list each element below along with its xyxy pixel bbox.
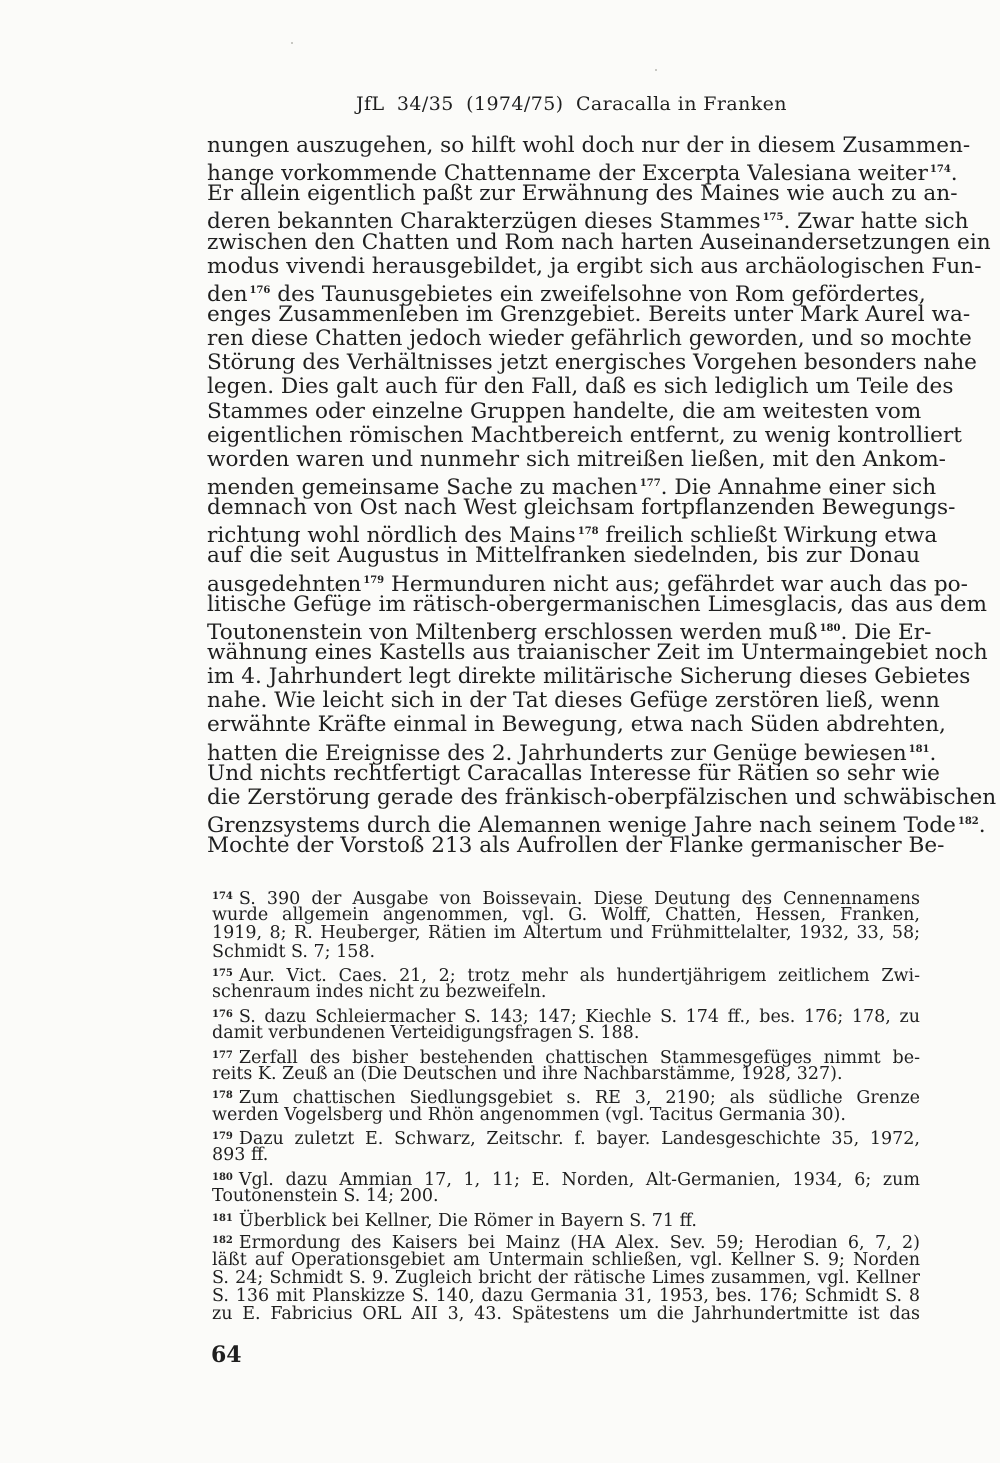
text-line [207, 712, 946, 738]
text-line-content: Und nichts rechtfertigt Caracallas Interesse für Rätien so sehr wie [207, 760, 940, 786]
text-line-content: Grenzsystems durch die Alemannen wenige Jahre nach seinem Tode [207, 812, 956, 838]
footnote [212, 965, 920, 1001]
text-line [207, 664, 971, 690]
text-line-content: den [207, 281, 248, 307]
text-line-content: ren diese Chatten jedoch wieder gefährlich geworden, und so mochte [207, 326, 972, 352]
footnote-line [212, 1210, 920, 1231]
footnote-text: werden Vogelsberg und Rhön angenommen (vgl. Tacitus Germania 30). [212, 1104, 846, 1125]
text-line [207, 617, 932, 645]
footnote-line [212, 1065, 920, 1083]
text-line [207, 400, 920, 424]
text-line-content: richtung wohl nördlich des Mains [207, 523, 576, 549]
text-line-content: die Zerstörung gerade des fränkisch-oberpfälzischen und schwäbischen [207, 784, 997, 810]
footnote [212, 1087, 920, 1123]
footnote-number: 180 [212, 1171, 233, 1183]
footnote-line [212, 924, 920, 942]
text-line [207, 181, 958, 207]
page-number: 64 [211, 1342, 242, 1368]
text-line [207, 158, 958, 187]
text-line [207, 544, 920, 568]
footnote-line [212, 1047, 920, 1068]
text-line-content: Mochte der Vorstoß 213 als Aufrollen der Flanke germanischer Be- [207, 833, 945, 859]
footnote-line [212, 1269, 920, 1287]
footnote [212, 1006, 920, 1042]
footnote-line [212, 1232, 920, 1254]
footnote-text: zu E. Fabricius ORL AII 3, 43. Spätestens um die Jahrhundertmitte ist das [212, 1304, 920, 1325]
text-line-content: enges Zusammenleben im Grenzgebiet. Bereits unter Mark Aurel wa- [207, 301, 971, 327]
text-line-content: worden waren und nunmehr sich mitreißen ließen, mit den Ankom- [207, 446, 946, 472]
footnote-text: Dazu zuletzt E. Schwarz, Zeitschr. f. bayer. Landesgeschichte 35, 1972, [238, 1129, 920, 1150]
footnote-text: Schmidt S. 7; 158. [212, 941, 376, 962]
footnote [212, 1169, 920, 1205]
footnote-text: S. 24; Schmidt S. 9. Zugleich bricht der rätische Limes zusammen, vgl. Kellner [212, 1267, 920, 1288]
footnote-number: 175 [212, 968, 233, 980]
footnote-text: Toutonenstein S. 14; 200. [212, 1186, 439, 1207]
text-line-continuation: . Zwar hatte sich [783, 209, 969, 235]
footnote-number: 174 [212, 891, 233, 902]
running-header [356, 93, 787, 115]
text-line-content: nahe. Wie leicht sich in der Tat dieses Gefüge zerstören ließ, wenn [207, 688, 940, 714]
text-line-content: zwischen den Chatten und Rom nach harten Auseinandersetzungen ein [207, 229, 991, 255]
text-line-continuation: . [978, 812, 986, 838]
scan-speck [655, 69, 657, 71]
text-line-content: hange vorkommende Chattenname der Excerpta Valesiana weiter [207, 161, 928, 187]
footnote-text: wurde allgemein angenommen, vgl. G. Wolff, Chatten, Hessen, Franken, [212, 905, 920, 926]
footnote-line [212, 906, 920, 924]
footnote-text: S. 390 der Ausgabe von Boissevain. Diese Deutung des Cennennamens [238, 889, 920, 909]
footnote [212, 1232, 920, 1323]
text-line-continuation: freilich schließt Wirkung etwa [598, 523, 938, 549]
footnote-line [212, 1087, 920, 1109]
footnote-text: damit verbundenen Verteidigungsfragen S. 188. [212, 1023, 640, 1044]
journal-abbrev: JfL [356, 93, 385, 115]
text-line [207, 229, 991, 255]
footnote [212, 1047, 920, 1083]
text-line [207, 495, 956, 521]
footnote [212, 1128, 920, 1164]
footnote-line [212, 1251, 920, 1269]
main-text [207, 133, 997, 859]
footnote-ref: 174 [929, 164, 951, 176]
text-line-content: hatten die Ereignisse des 2. Jahrhunderts zur Genüge bewiesen [207, 740, 907, 766]
text-line [207, 738, 937, 766]
footnote-line [212, 1287, 920, 1305]
text-line [207, 784, 997, 810]
text-line [207, 639, 988, 665]
footnote-number: 177 [212, 1049, 233, 1061]
footnote-line [212, 1006, 920, 1027]
footnote-text: Vgl. dazu Ammian 17, 1, 11; E. Norden, Alt-Germanien, 1934, 6; zum [238, 1169, 920, 1190]
footnote-line [212, 1169, 920, 1190]
text-line [207, 279, 926, 307]
footnote-ref: 178 [577, 526, 599, 538]
text-line [207, 253, 982, 279]
footnote-text: Zerfall des bisher bestehenden chattischen Stammesgefüges nimmt be- [238, 1047, 920, 1068]
text-line-content: legen. Dies galt auch für den Fall, daß es sich lediglich um Teile des [207, 374, 954, 400]
footnote-ref: 176 [249, 284, 271, 296]
footnote-number: 179 [212, 1131, 233, 1143]
text-line [207, 446, 946, 472]
text-line-continuation: . Die Annahme einer sich [660, 474, 937, 500]
text-line [207, 133, 971, 158]
text-line-content: ausgedehnten [207, 571, 362, 597]
footnote-number: 181 [212, 1212, 233, 1224]
footnote-ref: 179 [363, 574, 385, 586]
text-line [207, 810, 986, 838]
text-line-content: demnach von Ost nach West gleichsam fortpflanzenden Bewegungs- [207, 495, 956, 521]
footnote-text: S. 136 mit Planskizze S. 140, dazu Germania 31, 1953, bes. 176; Schmidt S. 8 [212, 1285, 920, 1306]
footnote-ref: 181 [908, 743, 930, 755]
text-line-content: Stammes oder einzelne Gruppen handelte, die am weitesten vom [207, 398, 922, 424]
footnote-text: reits K. Zeuß an (Die Deutschen und ihre Nachbarstämme, 1928, 327). [212, 1063, 843, 1084]
footnote-line [212, 1128, 920, 1150]
footnote-text: läßt auf Operationsgebiet am Untermain schließen, vgl. Kellner S. 9; Norden [212, 1249, 920, 1270]
text-line-content: modus vivendi herausgebildet, ja ergibt sich aus archäologischen Fun- [207, 253, 982, 279]
scan-speck [291, 42, 293, 44]
article-title: Caracalla in Franken [575, 93, 787, 115]
text-line-content: nungen auszugehen, so hilft wohl doch nur der in diesem Zusammen- [207, 133, 971, 158]
footnote-text: Überblick bei Kellner, Die Römer in Bayern S. 71 ff. [238, 1210, 697, 1231]
text-line-content: menden gemeinsame Sache zu machen [207, 474, 638, 500]
journal-years: (1974/75) [466, 93, 564, 115]
text-line [207, 326, 972, 352]
text-line-content: Störung des Verhältnisses jetzt energisches Vorgehen besonders nahe [207, 350, 977, 376]
text-line-content: litische Gefüge im rätisch-obergermanischen Limesglacis, das aus dem [207, 591, 988, 617]
footnote-text: Zum chattischen Siedlungsgebiet s. RE 3, 2190; als südliche Grenze [238, 1088, 920, 1109]
text-line [207, 472, 937, 500]
text-line [207, 520, 938, 549]
footnote-ref: 182 [957, 815, 979, 827]
footnote-ref: 175 [762, 212, 784, 224]
text-line [207, 350, 977, 376]
text-line-continuation: . [929, 740, 937, 766]
text-line [207, 374, 954, 400]
footnote-ref: 180 [819, 622, 841, 634]
text-line-content: wähnung eines Kastells aus traianischer Zeit im Untermaingebiet noch [207, 639, 988, 665]
footnote-line [212, 965, 920, 987]
text-line-continuation: Hermunduren nicht aus; gefährdet war auch das po- [384, 571, 968, 597]
journal-volume: 34/35 [396, 93, 454, 115]
text-line-continuation: . [950, 161, 958, 187]
footnote-line [212, 943, 920, 961]
text-line-content: eigentlichen römischen Machtbereich entfernt, zu wenig kontrolliert [207, 422, 962, 448]
text-line [207, 760, 940, 786]
footnote-text: Ermordung des Kaisers bei Mainz (HA Alex. Sev. 59; Herodian 6, 7, 2) [238, 1233, 920, 1254]
text-line-content: erwähnte Kräfte einmal in Bewegung, etwa nach Süden abdrehten, [207, 712, 946, 738]
footnote-text: schenraum indes nicht zu bezweifeln. [212, 982, 547, 1003]
footnote [212, 1210, 920, 1231]
footnote-ref: 177 [639, 477, 661, 489]
text-line-continuation: des Taunusgebietes ein zweifelsohne von Rom gefördertes, [270, 281, 926, 307]
text-line-content: auf die seit Augustus in Mittelfranken siedelnden, bis zur Donau [207, 543, 920, 569]
footnote-line [212, 1305, 920, 1323]
footnote-line [212, 888, 920, 909]
footnote-line [212, 1106, 920, 1124]
text-line-content: im 4. Jahrhundert legt direkte militärische Sicherung dieses Gebietes [207, 664, 971, 690]
text-line [207, 422, 962, 448]
text-line-content: Toutonenstein von Miltenberg erschlossen werden muß [207, 619, 818, 645]
text-line-content: Er allein eigentlich paßt zur Erwähnung des Maines wie auch zu an- [207, 181, 958, 207]
text-line [207, 206, 969, 235]
text-line [207, 591, 988, 617]
footnotes [212, 888, 920, 1323]
text-line [207, 301, 971, 327]
text-line-content: deren bekannten Charakterzügen dieses Stammes [207, 209, 761, 235]
footnote-text: S. dazu Schleiermacher S. 143; 147; Kiechle S. 174 ff., bes. 176; 178, zu [238, 1006, 920, 1027]
footnote-text: Aur. Vict. Caes. 21, 2; trotz mehr als hundertjährigem zeitlichem Zwi- [238, 966, 920, 987]
text-line [207, 569, 968, 597]
footnote-number: 176 [212, 1008, 233, 1020]
footnote-text: 893 ff. [212, 1145, 269, 1166]
footnote-text: 1919, 8; R. Heuberger, Rätien im Altertum und Frühmittelalter, 1932, 33, 58; [212, 923, 920, 944]
footnote-number: 182 [212, 1235, 233, 1247]
text-line [207, 833, 945, 859]
text-line [207, 688, 940, 714]
footnote [212, 888, 920, 961]
footnote-number: 178 [212, 1090, 233, 1102]
text-line-continuation: . Die Er- [840, 619, 932, 645]
